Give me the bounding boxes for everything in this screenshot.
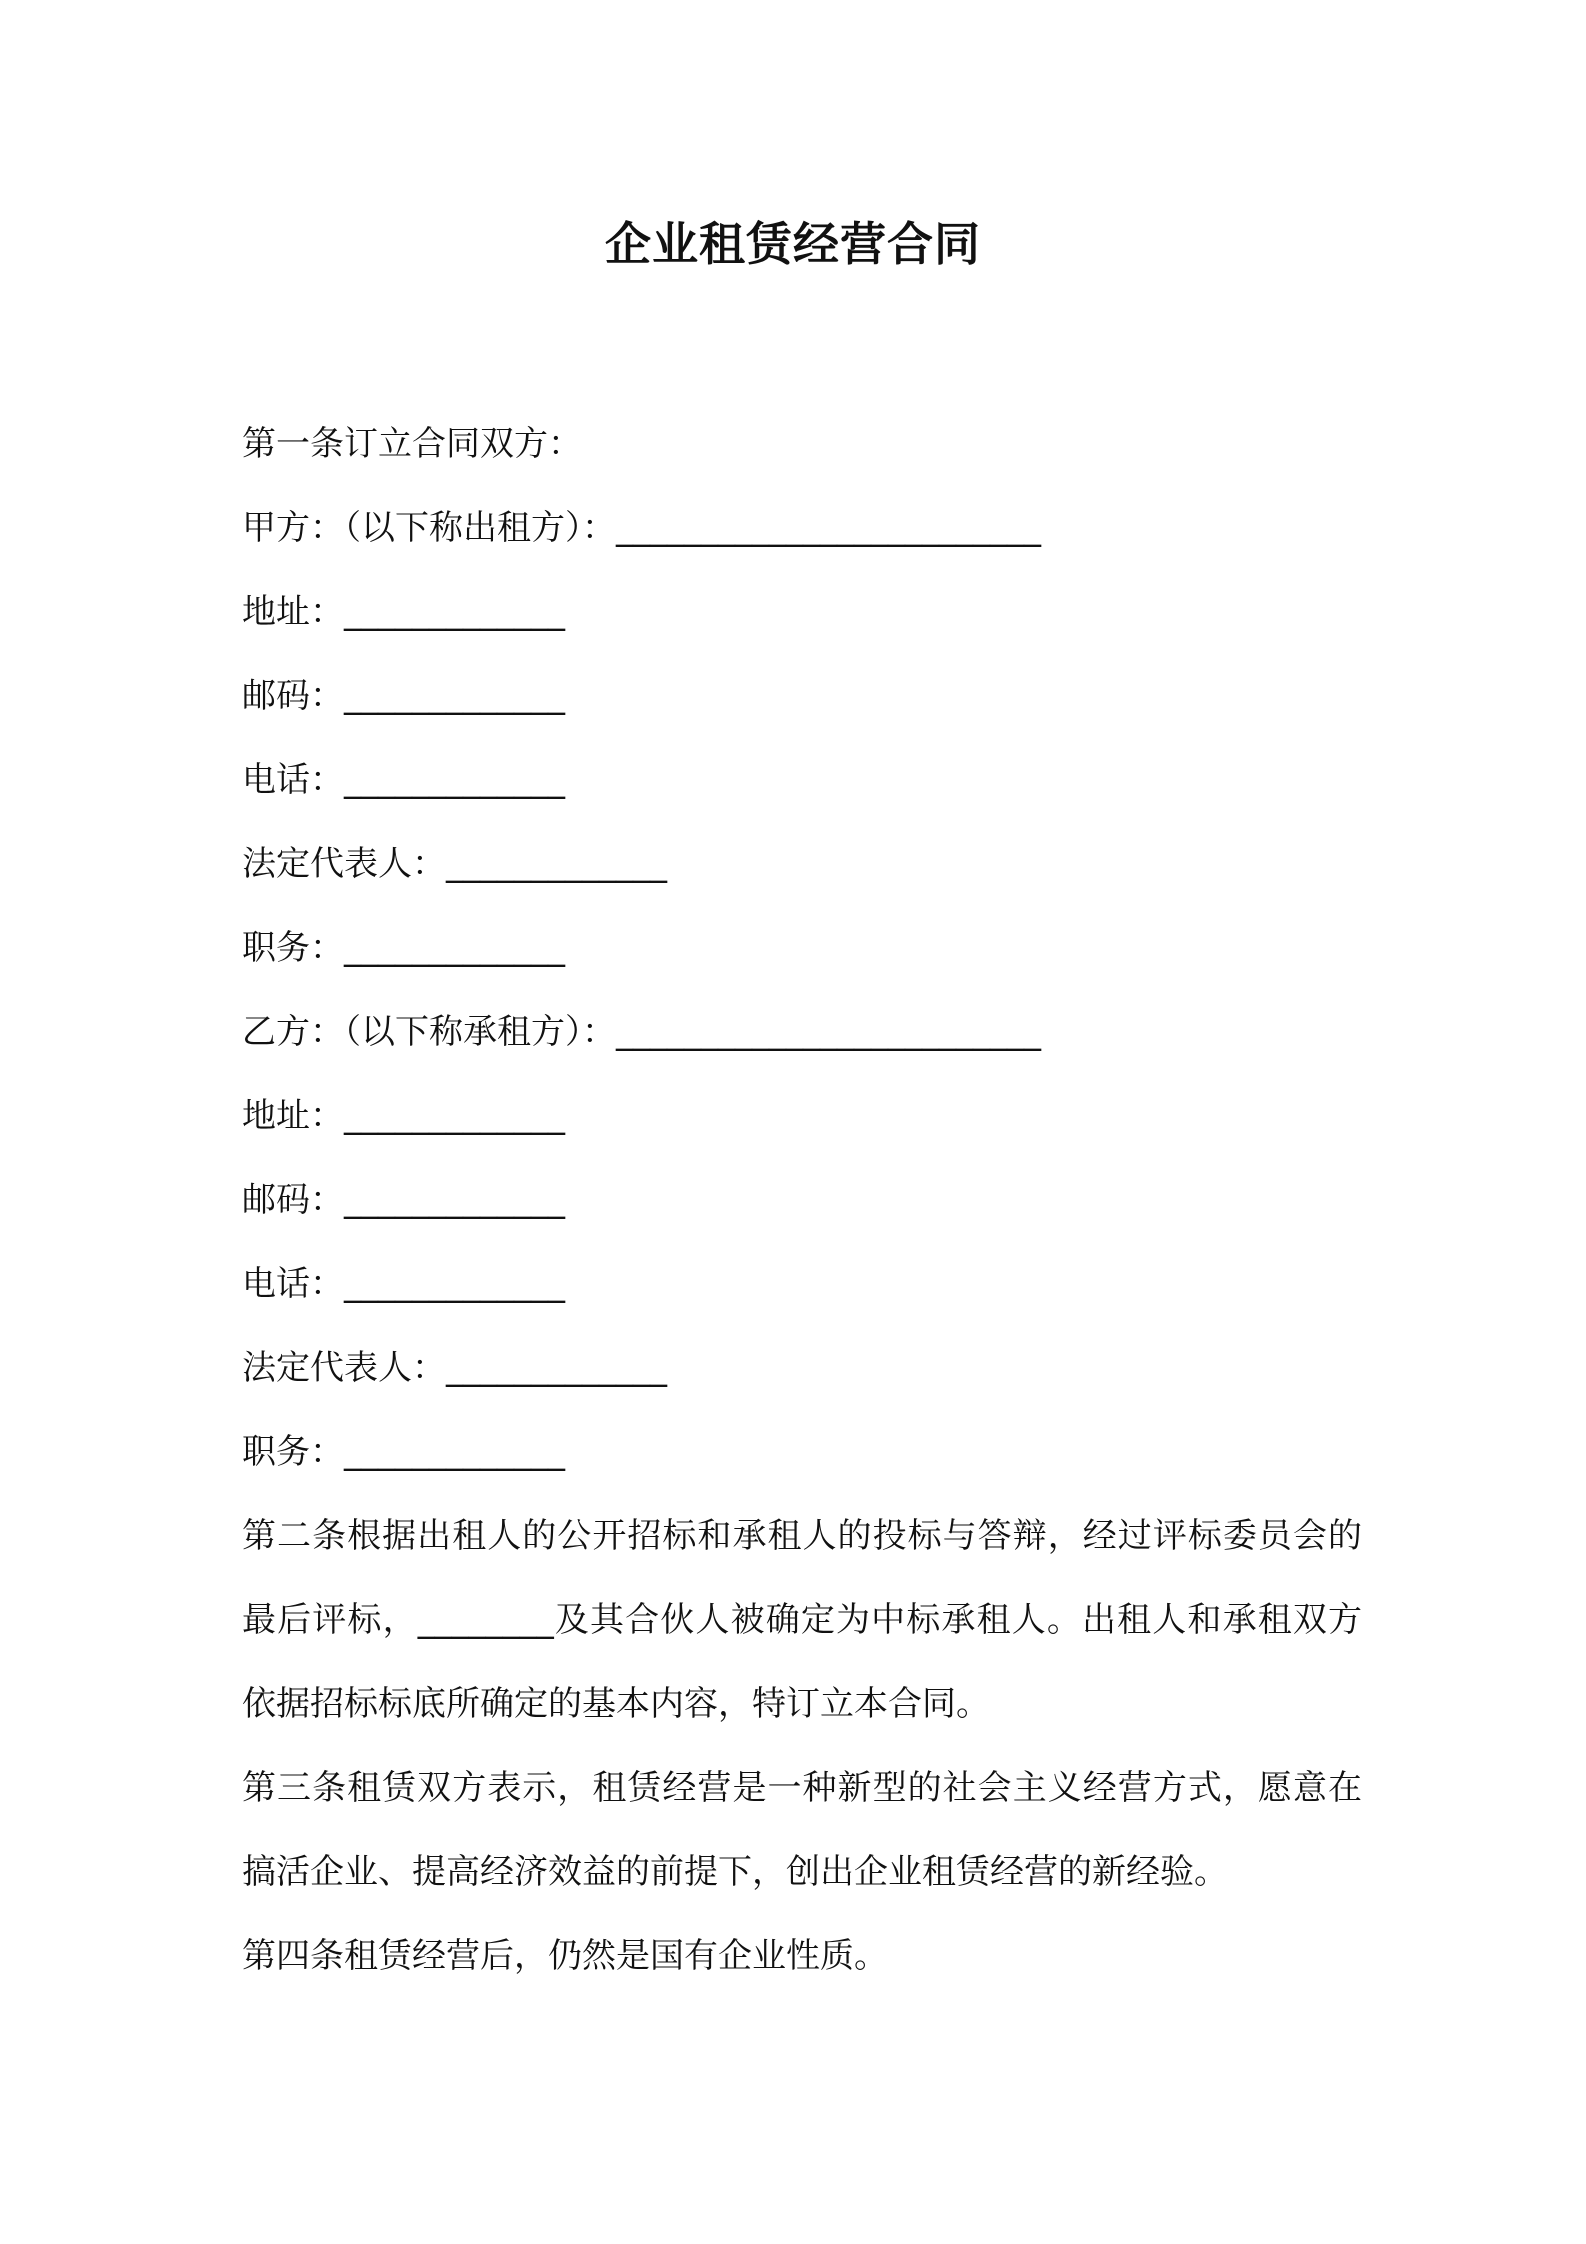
article-4-paragraph: 第四条租赁经营后，仍然是国有企业性质。 xyxy=(242,1936,888,1976)
document-body xyxy=(242,402,1362,1998)
party-b-position: 职务：_____________ xyxy=(242,1432,565,1472)
party-b-phone: 电话：_____________ xyxy=(242,1264,565,1304)
party-a-position: 职务：_____________ xyxy=(242,928,565,968)
party-b-postcode: 邮码：_____________ xyxy=(242,1180,565,1220)
party-a-address: 地址：_____________ xyxy=(242,592,565,632)
party-b-address: 地址：_____________ xyxy=(242,1096,565,1136)
party-b-legal-representative: 法定代表人：_____________ xyxy=(242,1348,667,1388)
party-a-postcode: 邮码：_____________ xyxy=(242,676,565,716)
article-3-paragraph: 第三条租赁双方表示，租赁经营是一种新型的社会主义经营方式，愿意在搞活企业、提高经济效益的前提下，创出企业租赁经营的新经验。 xyxy=(242,1768,1362,1892)
party-a-phone: 电话：_____________ xyxy=(242,760,565,800)
article-1-heading: 第一条订立合同双方： xyxy=(242,424,582,464)
party-b-line: 乙方：（以下称承租方）：_________________________ xyxy=(242,1012,1041,1052)
party-a-line: 甲方：（以下称出租方）：_________________________ xyxy=(242,508,1041,548)
party-a-legal-representative: 法定代表人：_____________ xyxy=(242,844,667,884)
document-title: 企业租赁经营合同 xyxy=(605,217,981,271)
article-2-paragraph: 第二条根据出租人的公开招标和承租人的投标与答辩，经过评标委员会的最后评标，________及其合伙人被确定为中标承租人。出租人和承租双方依据招标标底所确定的基本内容，特订立本合同。 xyxy=(242,1516,1362,1724)
